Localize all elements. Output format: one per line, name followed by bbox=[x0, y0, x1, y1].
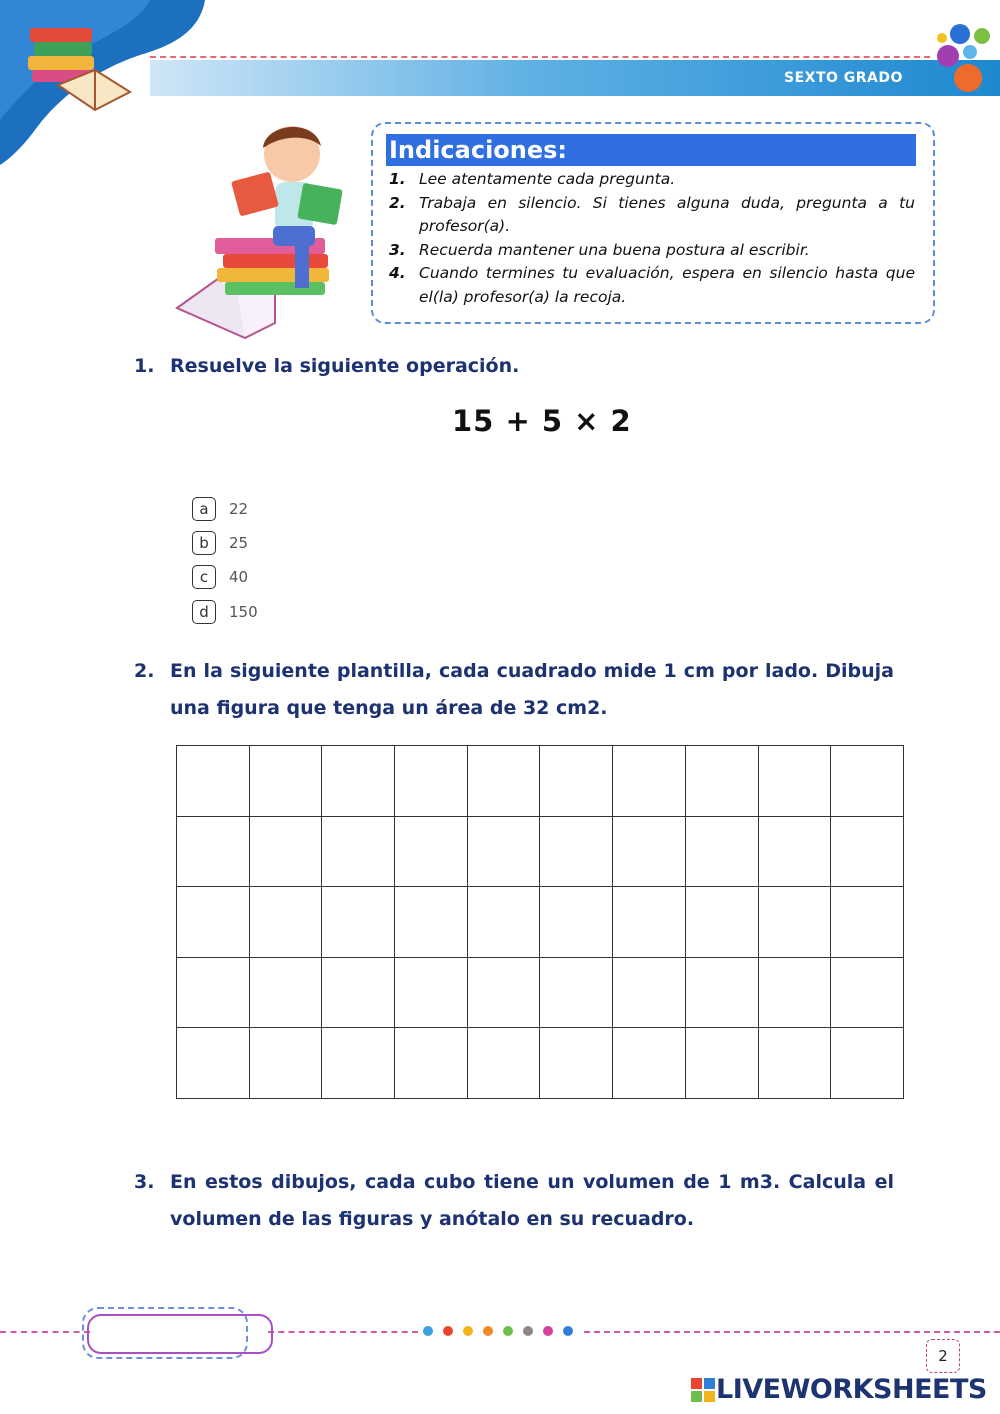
answer-option-a[interactable] bbox=[192, 496, 248, 522]
grid-cell[interactable] bbox=[177, 746, 250, 817]
grid-cell[interactable] bbox=[685, 816, 758, 887]
option-value: 150 bbox=[229, 603, 258, 621]
page-number: 2 bbox=[926, 1339, 960, 1373]
grid-row bbox=[177, 816, 904, 887]
grid-cell[interactable] bbox=[467, 746, 540, 817]
colored-dots-decoration bbox=[930, 20, 1000, 100]
grid-cell[interactable] bbox=[831, 957, 904, 1028]
option-value: 25 bbox=[229, 534, 249, 552]
question-text: Resuelve la siguiente operación. bbox=[170, 355, 520, 377]
grid-cell[interactable] bbox=[395, 887, 468, 958]
indication-text: Recuerda mantener una buena postura al escribir. bbox=[419, 240, 810, 259]
grid-cell[interactable] bbox=[177, 887, 250, 958]
grid-cell[interactable] bbox=[249, 887, 322, 958]
drawing-grid[interactable] bbox=[176, 745, 904, 1099]
option-key[interactable]: d bbox=[192, 600, 216, 624]
grid-cell[interactable] bbox=[249, 746, 322, 817]
grid-cell[interactable] bbox=[685, 887, 758, 958]
grid-cell[interactable] bbox=[613, 957, 686, 1028]
grid-cell[interactable] bbox=[831, 816, 904, 887]
colored-drops-decoration bbox=[420, 1323, 580, 1343]
indication-item bbox=[389, 239, 915, 263]
grid-row bbox=[177, 1028, 904, 1099]
header-dashed-line bbox=[150, 56, 930, 58]
grid-cell[interactable] bbox=[831, 1028, 904, 1099]
grid-cell[interactable] bbox=[467, 1028, 540, 1099]
question-number: 1. bbox=[134, 355, 155, 377]
option-value: 40 bbox=[229, 568, 249, 586]
option-key[interactable]: b bbox=[192, 531, 216, 555]
boy-reading-illustration bbox=[175, 118, 355, 343]
grid-cell[interactable] bbox=[249, 957, 322, 1028]
question-2 bbox=[134, 653, 894, 727]
question-text: En la siguiente plantilla, cada cuadrado mide 1 cm por lado. Dibuja una figura que tenga un área de 32 cm2. bbox=[170, 660, 894, 719]
indication-item bbox=[389, 262, 915, 309]
indication-item bbox=[389, 192, 915, 239]
name-box[interactable] bbox=[87, 1314, 273, 1354]
grid-row bbox=[177, 957, 904, 1028]
grid-cell[interactable] bbox=[322, 816, 395, 887]
grid-cell[interactable] bbox=[613, 1028, 686, 1099]
grade-label: SEXTO GRADO bbox=[784, 70, 903, 86]
question-1 bbox=[134, 348, 894, 385]
grid-cell[interactable] bbox=[540, 746, 613, 817]
math-expression: 15 + 5 × 2 bbox=[452, 404, 632, 438]
brand-text: LIVEWORKSHEETS bbox=[716, 1374, 987, 1405]
grid-cell[interactable] bbox=[249, 816, 322, 887]
liveworksheets-logo bbox=[690, 1374, 987, 1405]
grid-cell[interactable] bbox=[758, 887, 831, 958]
grid-cell[interactable] bbox=[322, 746, 395, 817]
answer-option-d[interactable] bbox=[192, 599, 258, 625]
grid-cell[interactable] bbox=[758, 816, 831, 887]
answer-option-b[interactable] bbox=[192, 530, 248, 556]
indications-list bbox=[389, 168, 915, 309]
grid-cell[interactable] bbox=[249, 1028, 322, 1099]
grid-cell[interactable] bbox=[613, 887, 686, 958]
grid-cell[interactable] bbox=[177, 1028, 250, 1099]
indication-text: Trabaja en silencio. Si tienes alguna duda, pregunta a tu profesor(a). bbox=[419, 193, 915, 235]
grid-cell[interactable] bbox=[322, 957, 395, 1028]
indication-number: 2. bbox=[389, 193, 406, 212]
grid-cell[interactable] bbox=[467, 816, 540, 887]
grid-cell[interactable] bbox=[613, 746, 686, 817]
grid-row bbox=[177, 887, 904, 958]
question-number: 2. bbox=[134, 660, 155, 682]
indication-text: Cuando termines tu evaluación, espera en silencio hasta que el(la) profesor(a) la recoja. bbox=[419, 264, 915, 306]
grid-cell[interactable] bbox=[831, 746, 904, 817]
grid-cell[interactable] bbox=[177, 957, 250, 1028]
grid-cell[interactable] bbox=[540, 957, 613, 1028]
grid-cell[interactable] bbox=[322, 1028, 395, 1099]
grid-cell[interactable] bbox=[540, 887, 613, 958]
grid-cell[interactable] bbox=[758, 957, 831, 1028]
footer-dashed-line bbox=[268, 1331, 418, 1333]
option-value: 22 bbox=[229, 500, 249, 518]
indication-number: 4. bbox=[389, 264, 406, 282]
grid-cell[interactable] bbox=[395, 957, 468, 1028]
grid-cell[interactable] bbox=[831, 887, 904, 958]
grid-cell[interactable] bbox=[395, 746, 468, 817]
indication-number: 1. bbox=[389, 170, 406, 188]
grid-cell[interactable] bbox=[613, 816, 686, 887]
liveworksheets-icon bbox=[690, 1377, 716, 1403]
grid-cell[interactable] bbox=[758, 1028, 831, 1099]
grid-cell[interactable] bbox=[540, 1028, 613, 1099]
question-text: En estos dibujos, cada cubo tiene un volumen de 1 m3. Calcula el volumen de las figuras y anótalo en su recuadro. bbox=[170, 1171, 894, 1230]
question-number: 3. bbox=[134, 1171, 155, 1193]
grid-cell[interactable] bbox=[685, 957, 758, 1028]
grid-cell[interactable] bbox=[322, 887, 395, 958]
grid-cell[interactable] bbox=[685, 746, 758, 817]
footer-dashed-line bbox=[0, 1331, 90, 1333]
indications-title: Indicaciones: bbox=[386, 134, 916, 166]
grid-cell[interactable] bbox=[395, 816, 468, 887]
grid-cell[interactable] bbox=[685, 1028, 758, 1099]
grid-cell[interactable] bbox=[467, 887, 540, 958]
grid-cell[interactable] bbox=[467, 957, 540, 1028]
grid-cell[interactable] bbox=[395, 1028, 468, 1099]
option-key[interactable]: a bbox=[192, 497, 216, 521]
grid-cell[interactable] bbox=[758, 746, 831, 817]
grid-cell[interactable] bbox=[177, 816, 250, 887]
footer-dashed-line bbox=[584, 1331, 1000, 1333]
indication-item bbox=[389, 168, 915, 192]
indication-text: Lee atentamente cada pregunta. bbox=[419, 170, 676, 188]
question-3 bbox=[134, 1164, 894, 1238]
answer-option-c[interactable] bbox=[192, 564, 248, 590]
indication-number: 3. bbox=[389, 240, 406, 259]
option-key[interactable]: c bbox=[192, 565, 216, 589]
grid-row bbox=[177, 746, 904, 817]
grid-cell[interactable] bbox=[540, 816, 613, 887]
